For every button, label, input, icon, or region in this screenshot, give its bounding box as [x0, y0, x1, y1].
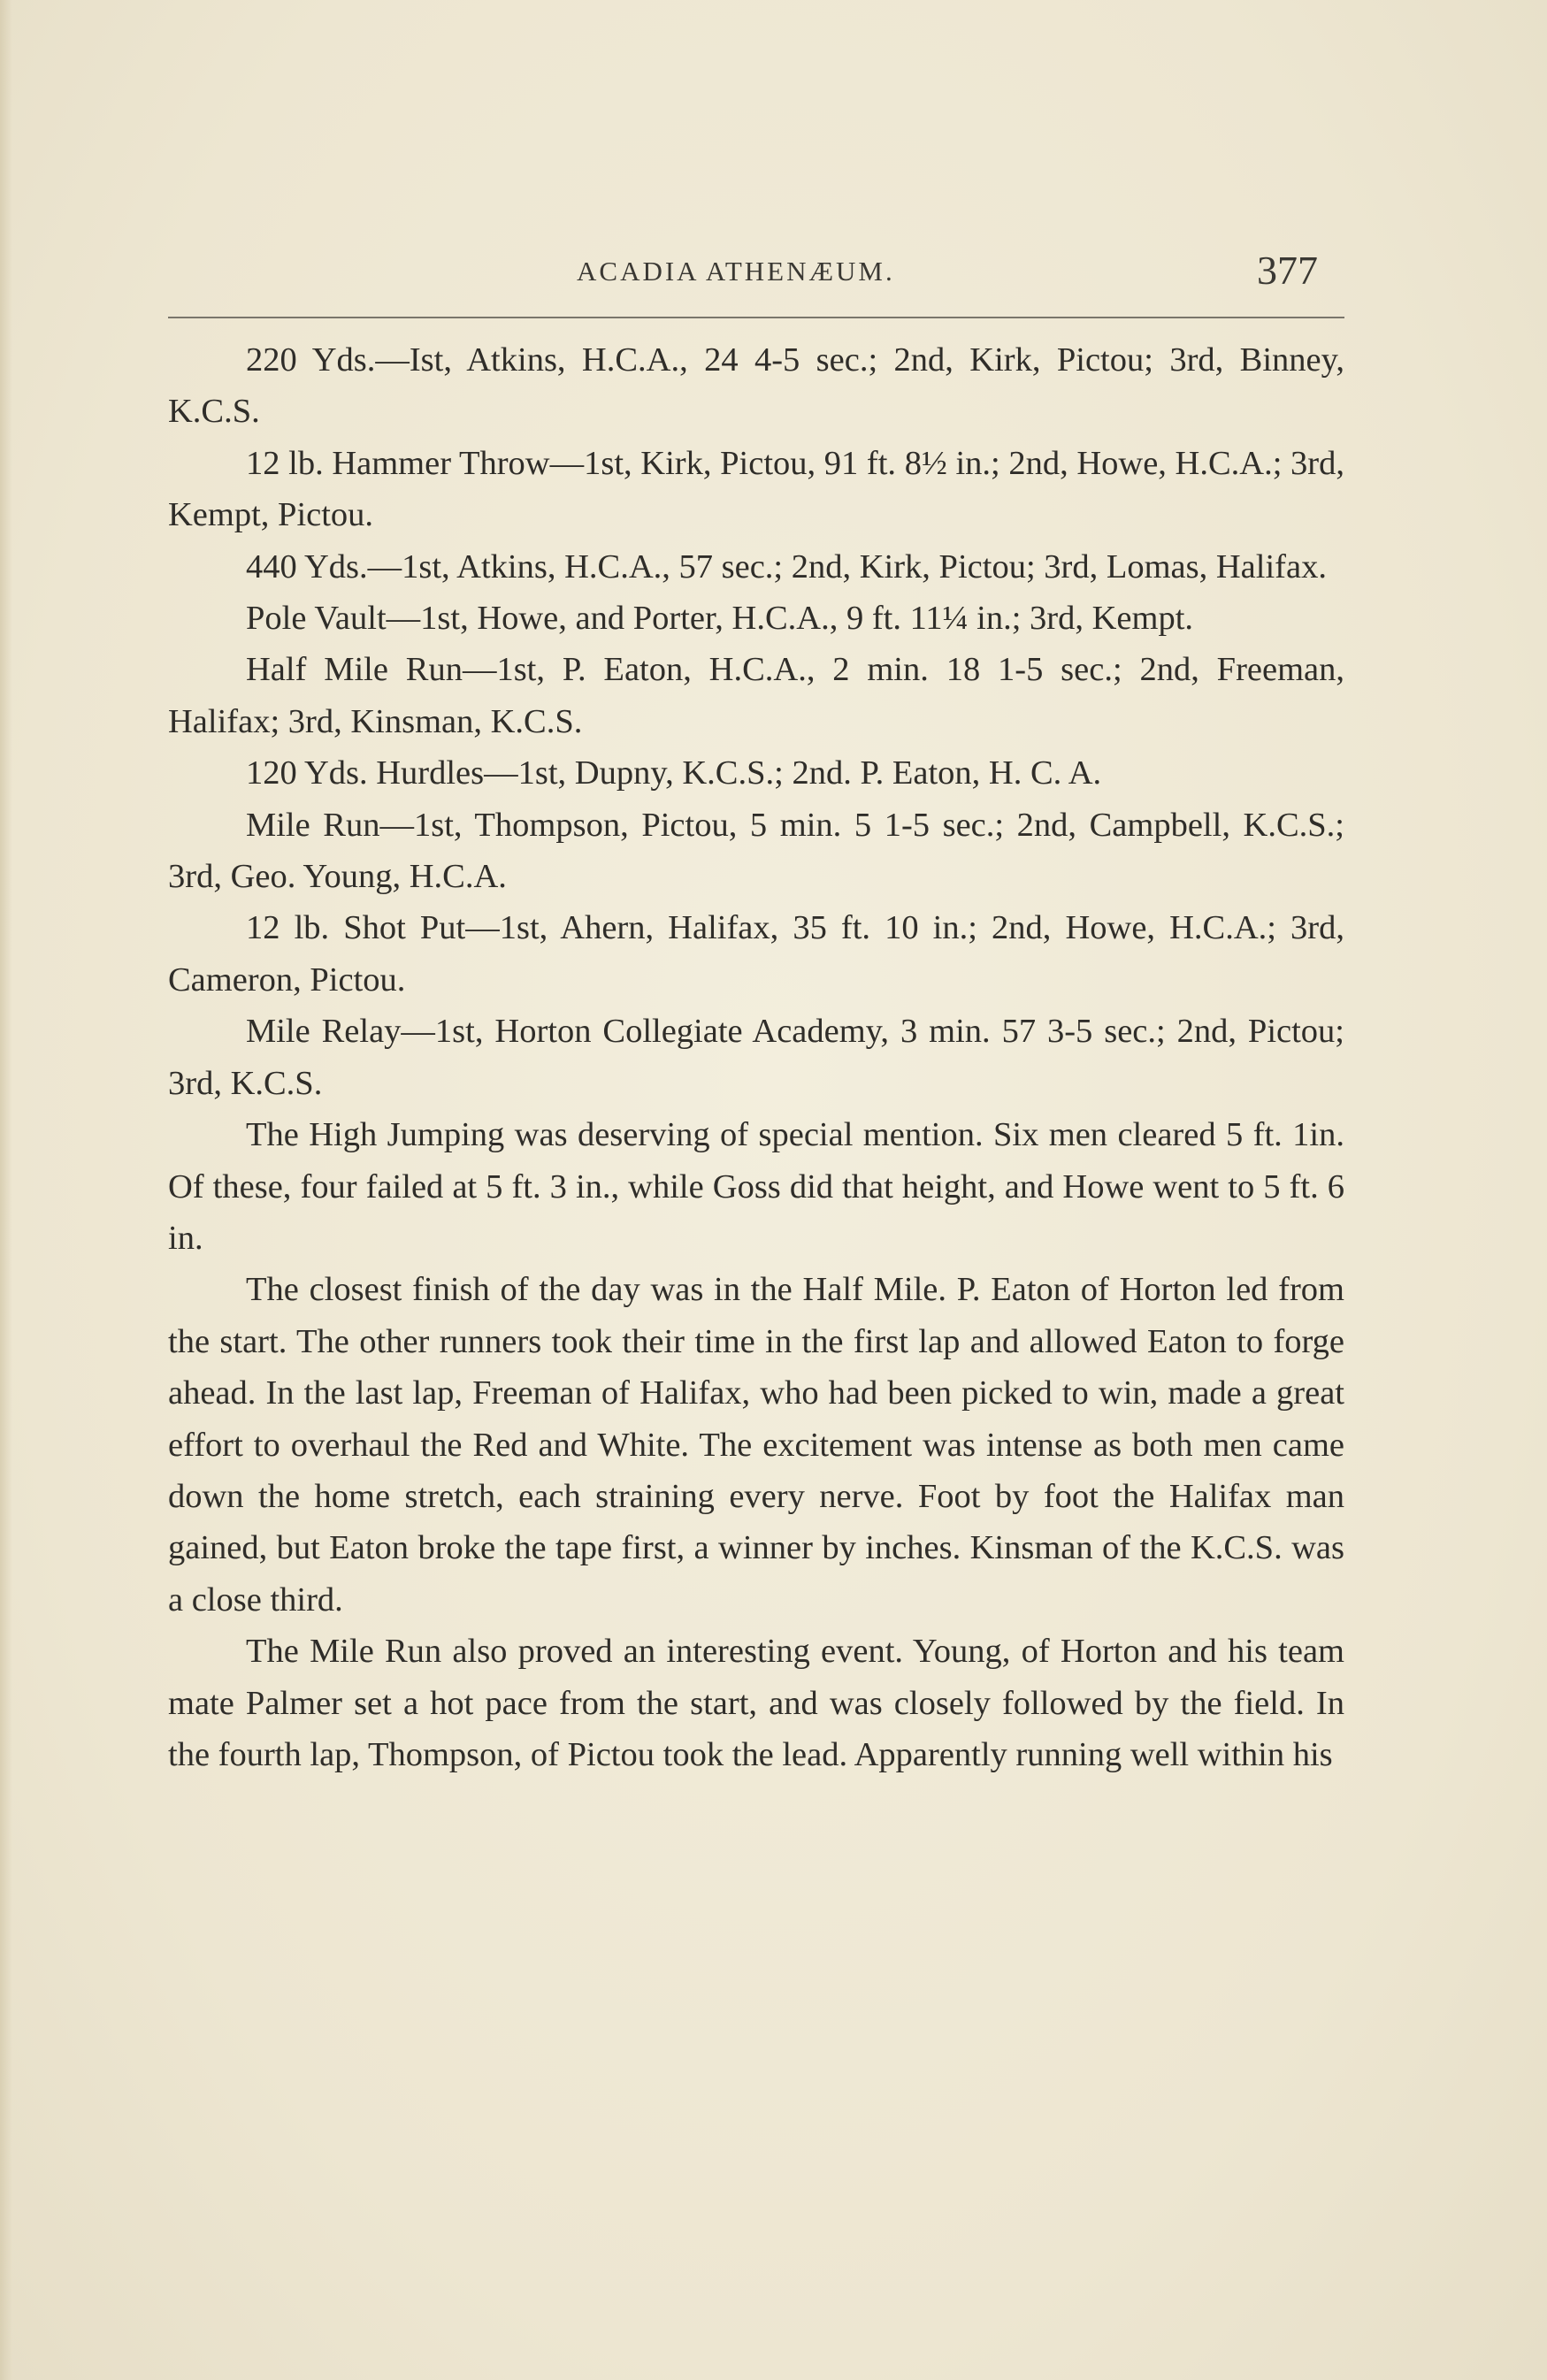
- results-mile-run: Mile Run—1st, Thompson, Pictou, 5 min. 5 1-5 sec.; 2nd, Campbell, K.C.S.; 3rd, Geo. Young, H.C.A.: [168, 806, 1344, 896]
- journal-title: ACADIA ATHENÆUM.: [577, 256, 895, 287]
- results-120-yards-hurdles: 120 Yds. Hurdles—1st, Dupny, K.C.S.; 2nd. P. Eaton, H. C. A.: [246, 754, 1102, 792]
- page-body: [168, 334, 1344, 1780]
- page-edge-shadow: [0, 0, 12, 2380]
- running-head: [168, 248, 1344, 305]
- results-220-yards: 220 Yds.—Ist, Atkins, H.C.A., 24 4-5 sec.; 2nd, Kirk, Pictou; 3rd, Binney, K.C.S.: [168, 341, 1344, 431]
- results-half-mile-run: Half Mile Run—1st, P. Eaton, H.C.A., 2 min. 18 1-5 sec.; 2nd, Freeman, Halifax; 3rd, Kinsman, K.C.S.: [168, 651, 1344, 740]
- results-shot-put: 12 lb. Shot Put—1st, Ahern, Halifax, 35 ft. 10 in.; 2nd, Howe, H.C.A.; 3rd, Cameron, Pictou.: [168, 909, 1344, 999]
- paragraph-mile-run: The Mile Run also proved an interesting event. Young, of Horton and his team mate Palmer set a hot pace from the start, and was closely followed by the field. In the fourth lap, Thompson, of Pictou took the lead. Apparently running well within his: [168, 1633, 1344, 1773]
- paragraph-high-jumping: The High Jumping was deserving of special mention. Six men cleared 5 ft. 1in. Of these, four failed at 5 ft. 3 in., while Goss did that height, and Howe went to 5 ft. 6 in.: [168, 1116, 1344, 1257]
- page-number: 377: [1257, 248, 1318, 293]
- results-pole-vault: Pole Vault—1st, Howe, and Porter, H.C.A., 9 ft. 11¼ in.; 3rd, Kempt.: [246, 600, 1194, 638]
- results-mile-relay: Mile Relay—1st, Horton Collegiate Academy, 3 min. 57 3-5 sec.; 2nd, Pictou; 3rd, K.C.S.: [168, 1013, 1344, 1102]
- paragraph-half-mile-finish: The closest finish of the day was in the Half Mile. P. Eaton of Horton led from the start. The other runners took their time in the first lap and allowed Eaton to forge ahead. In the last lap, Freeman of Halifax, who had been picked to win, made a great effort to overhaul the Red and White. The excitement was intense as both men came down the home stretch, each straining every nerve. Foot by foot the Halifax man gained, but Eaton broke the tape first, a winner by inches. Kinsman of the K.C.S. was a close third.: [168, 1271, 1344, 1619]
- results-440-yards: 440 Yds.—1st, Atkins, H.C.A., 57 sec.; 2nd, Kirk, Pictou; 3rd, Lomas, Halifax.: [246, 547, 1327, 585]
- header-rule: [168, 317, 1344, 318]
- results-hammer-throw: 12 lb. Hammer Throw—1st, Kirk, Pictou, 91 ft. 8½ in.; 2nd, Howe, H.C.A.; 3rd, Kempt, Pictou.: [168, 444, 1344, 534]
